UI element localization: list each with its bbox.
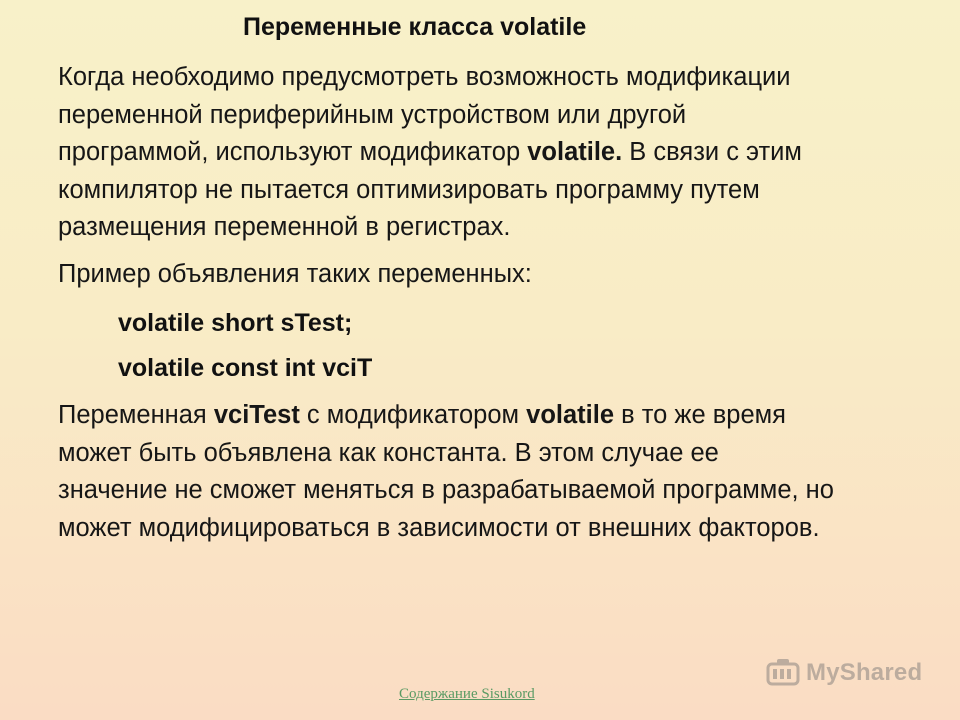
paragraph-line: переменной периферийным устройством или другой <box>58 100 687 129</box>
text-run: программой, используют модификатор <box>58 138 528 166</box>
watermark-text: MyShared <box>806 659 923 686</box>
paragraph-line: размещения переменной в регистрах. <box>58 213 511 241</box>
paragraph-line: Когда необходимо предусмотреть возможность модификации <box>58 63 791 91</box>
code-line-1: volatile short sTest; <box>118 309 353 337</box>
paragraph-line: компилятор не пытается оптимизировать программу путем <box>58 175 760 204</box>
myshared-watermark <box>766 656 922 690</box>
paragraph-line: значение не сможет меняться в разрабатываемой программе, но <box>58 476 834 504</box>
text-run: Переменная <box>58 401 214 429</box>
keyword-volatile: volatile <box>526 401 615 429</box>
text-run: В связи с этим <box>622 138 802 166</box>
contents-link[interactable]: Содержание Sisukord <box>399 686 535 702</box>
paragraph-line: может быть объявлена как константа. В этом случае ее <box>58 438 719 467</box>
paragraph-line: может модифицироваться в зависимости от внешних факторов. <box>58 513 820 542</box>
code-line-2: volatile const int vciT <box>118 354 373 382</box>
paragraph-const <box>58 397 834 547</box>
slide-title: Переменные класса volatile <box>243 13 587 41</box>
paragraph-line <box>58 134 802 172</box>
paragraph-line <box>58 397 834 435</box>
myshared-logo-icon <box>766 658 800 688</box>
text-run: с модификатором <box>299 401 527 429</box>
paragraph-intro <box>58 59 802 247</box>
keyword-volatile: volatile. <box>527 138 623 166</box>
paragraph-example-intro: Пример объявления таких переменных: <box>58 260 532 288</box>
text-run: в то же время <box>614 401 786 429</box>
keyword-vcitest: vciTest <box>213 401 300 429</box>
